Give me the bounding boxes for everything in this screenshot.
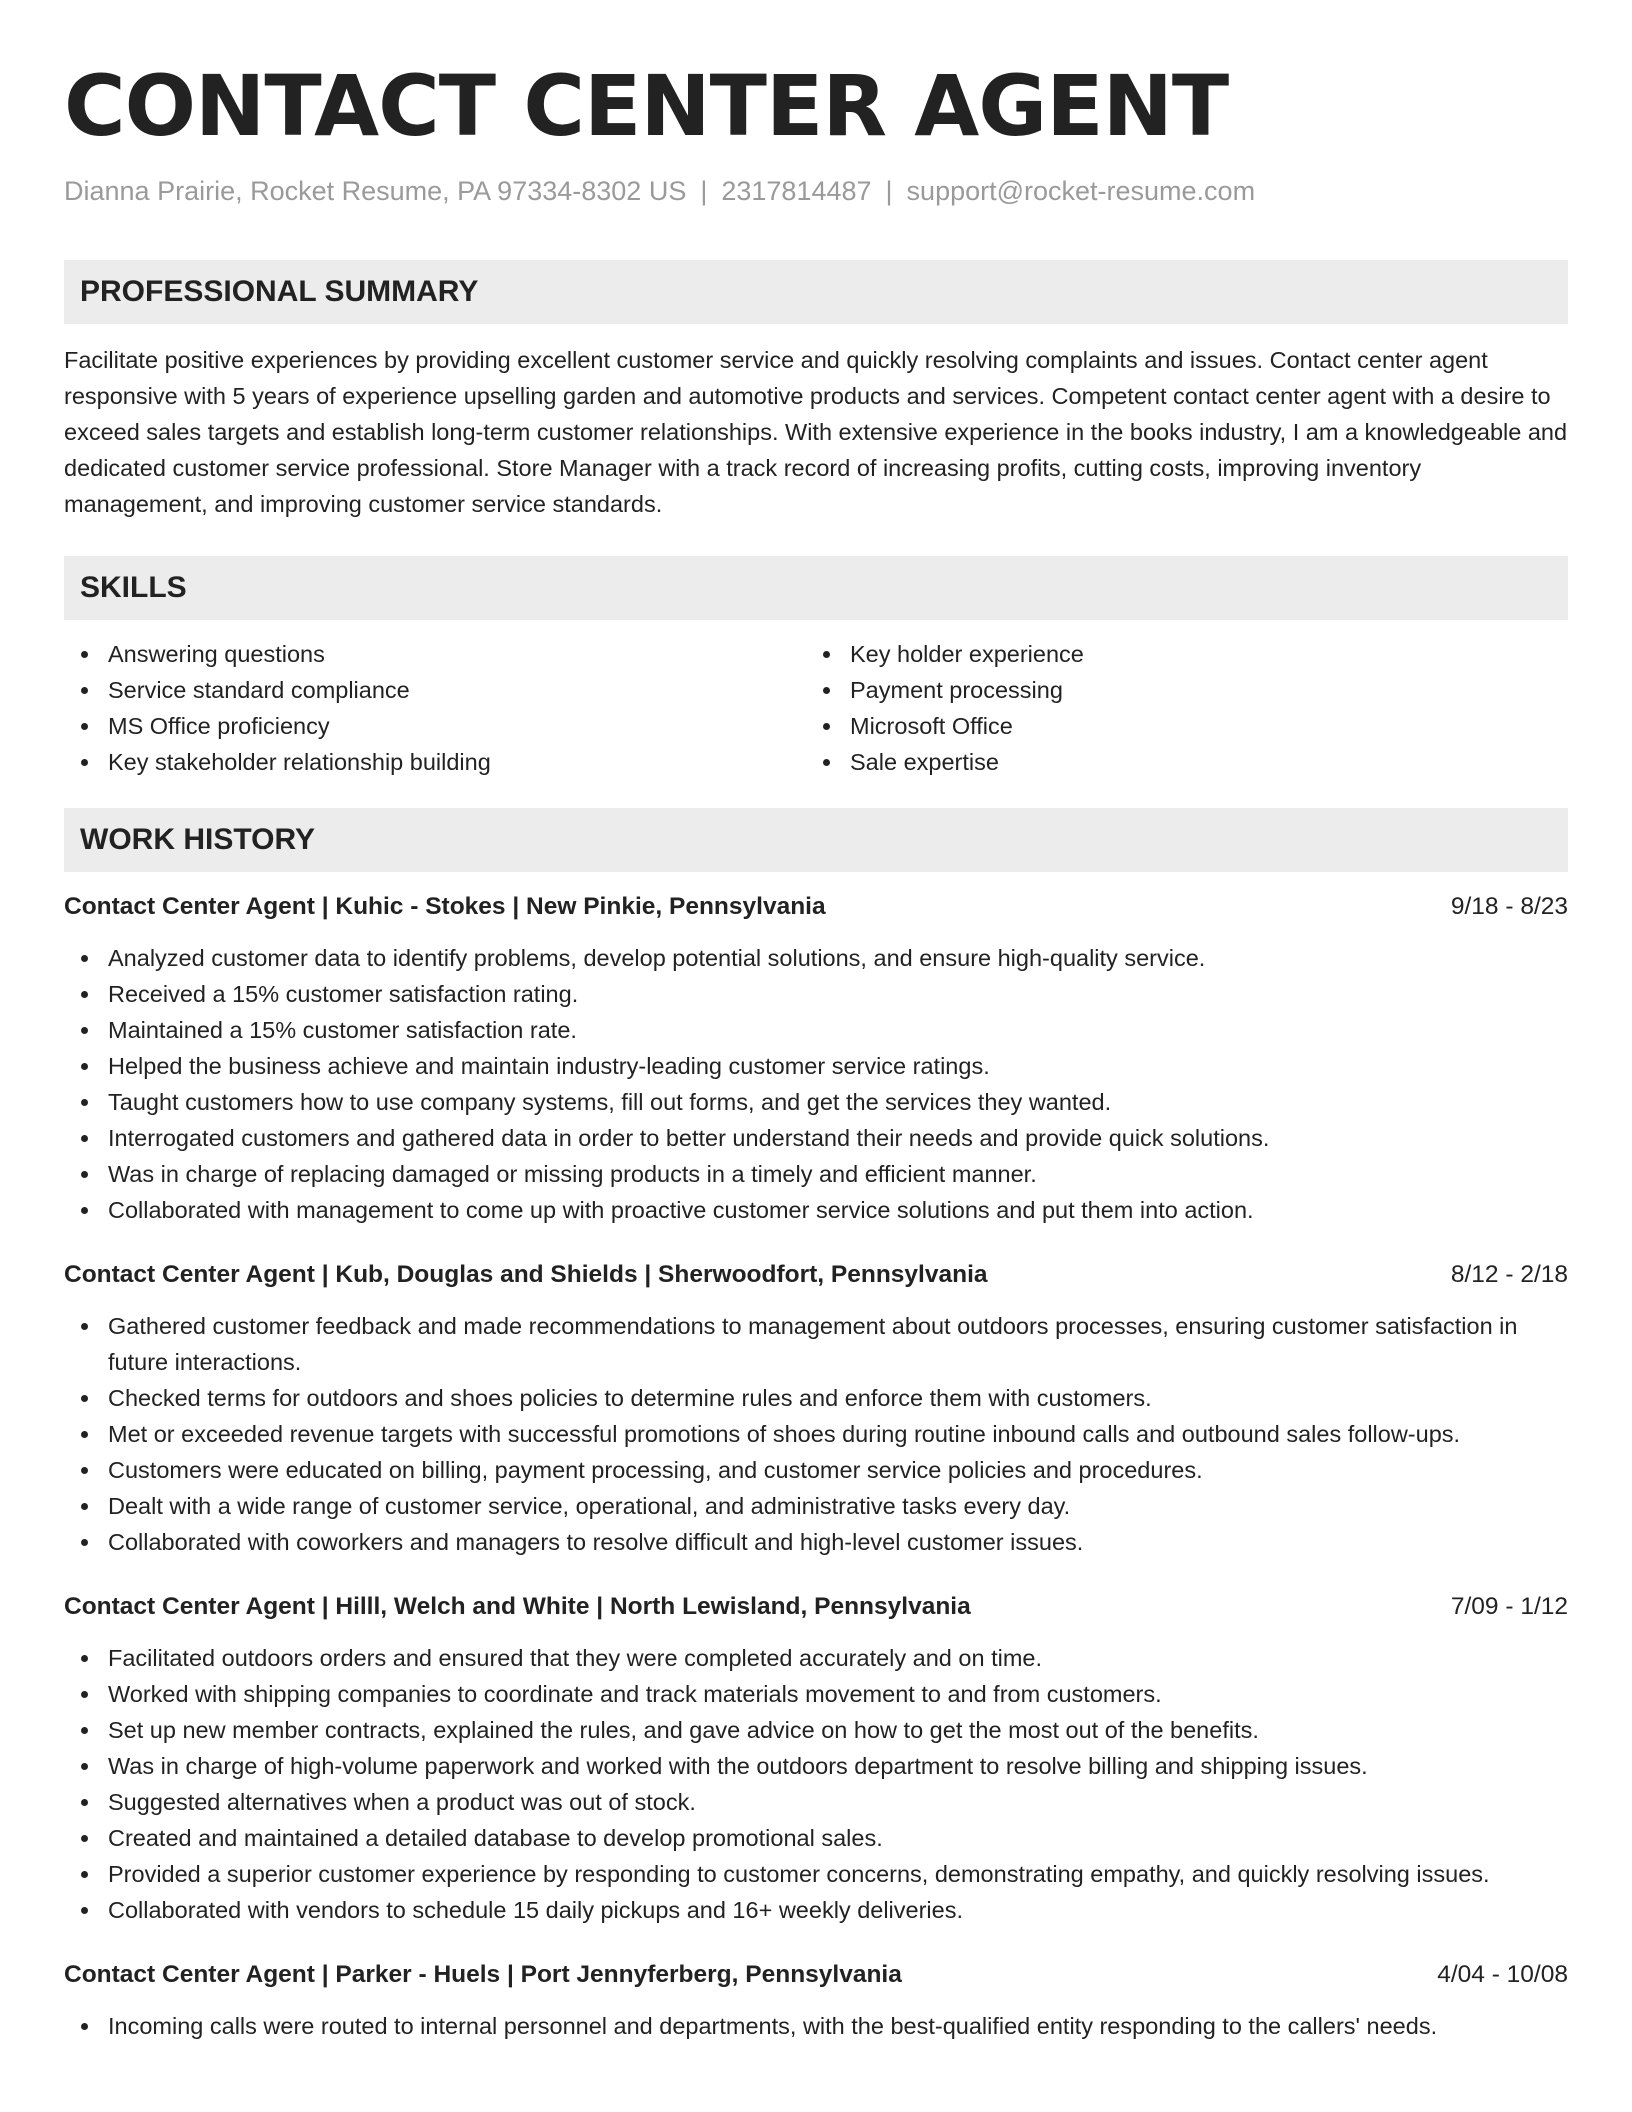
- job-bullet: Worked with shipping companies to coordinate and track materials movement to and from customers.: [64, 1676, 1568, 1712]
- job-bullet: Was in charge of replacing damaged or missing products in a timely and efficient manner.: [64, 1156, 1568, 1192]
- skill-item: Payment processing: [806, 672, 1548, 708]
- skill-item: Service standard compliance: [64, 672, 806, 708]
- summary-text: Facilitate positive experiences by providing excellent customer service and quickly resolving complaints and issues. Contact center agent responsive with 5 years of experience upselling garden and automotive products and services. Competent contact center agent with a desire to exceed sales targets and establish long-term customer relationships. With extensive experience in the books industry, I am a knowledgeable and dedicated customer service professional. Store Manager with a track record of increasing profits, cutting costs, improving inventory management, and improving customer service standards.: [64, 347, 1568, 517]
- job-dates: 4/04 - 10/08: [1437, 1961, 1568, 1988]
- contact-email: support@rocket-resume.com: [906, 176, 1256, 206]
- job-header: [64, 890, 1568, 924]
- section-header-work-history: WORK HISTORY: [64, 808, 1568, 872]
- job-bullet: Analyzed customer data to identify problems, develop potential solutions, and ensure high-quality service.: [64, 940, 1568, 976]
- job-dates: 7/09 - 1/12: [1450, 1593, 1568, 1620]
- job-bullet: Facilitated outdoors orders and ensured that they were completed accurately and on time.: [64, 1640, 1568, 1676]
- job-bullet: Created and maintained a detailed database to develop promotional sales.: [64, 1820, 1568, 1856]
- skill-item: Key stakeholder relationship building: [64, 744, 806, 780]
- job-bullet: Collaborated with management to come up with proactive customer service solutions and put them into action.: [64, 1192, 1568, 1228]
- skill-item: Answering questions: [64, 636, 806, 672]
- job-bullet: Taught customers how to use company systems, fill out forms, and get the services they wanted.: [64, 1084, 1568, 1120]
- job-dates: 8/12 - 2/18: [1450, 1261, 1568, 1288]
- job-entry: [64, 1258, 1568, 1560]
- contact-separator: |: [885, 176, 893, 206]
- job-bullet: Received a 15% customer satisfaction rating.: [64, 976, 1568, 1012]
- skill-item: MS Office proficiency: [64, 708, 806, 744]
- job-bullet: Incoming calls were routed to internal personnel and departments, with the best-qualified entity responding to the callers' needs.: [64, 2008, 1568, 2044]
- job-heading: Contact Center Agent | Hilll, Welch and White | North Lewisland, Pennsylvania: [64, 1593, 971, 1620]
- contact-separator: |: [700, 176, 708, 206]
- job-bullets: [64, 2008, 1568, 2044]
- job-bullet: Provided a superior customer experience by responding to customer concerns, demonstrating empathy, and quickly resolving issues.: [64, 1856, 1568, 1892]
- job-bullet: Was in charge of high-volume paperwork and worked with the outdoors department to resolve billing and shipping issues.: [64, 1748, 1568, 1784]
- contact-address: Dianna Prairie, Rocket Resume, PA 97334-8302 US: [64, 176, 687, 206]
- job-bullet: Maintained a 15% customer satisfaction rate.: [64, 1012, 1568, 1048]
- section-header-skills: SKILLS: [64, 556, 1568, 620]
- job-bullets: [64, 1640, 1568, 1928]
- job-header: [64, 1258, 1568, 1292]
- job-header: [64, 1590, 1568, 1624]
- job-bullet: Gathered customer feedback and made recommendations to management about outdoors processes, ensuring customer satisfaction in future interactions.: [64, 1308, 1568, 1380]
- job-bullet: Suggested alternatives when a product was out of stock.: [64, 1784, 1568, 1820]
- resume-name-title: CONTACT CENTER AGENT: [64, 57, 1229, 155]
- job-bullet: Helped the business achieve and maintain industry-leading customer service ratings.: [64, 1048, 1568, 1084]
- job-bullet: Interrogated customers and gathered data in order to better understand their needs and provide quick solutions.: [64, 1120, 1568, 1156]
- skill-item: Microsoft Office: [806, 708, 1548, 744]
- job-heading: Contact Center Agent | Kub, Douglas and Shields | Sherwoodfort, Pennsylvania: [64, 1261, 988, 1288]
- job-entry: [64, 1958, 1568, 2044]
- job-bullet: Met or exceeded revenue targets with successful promotions of shoes during routine inbound calls and outbound sales follow-ups.: [64, 1416, 1568, 1452]
- job-bullets: [64, 1308, 1568, 1560]
- skill-item: Key holder experience: [806, 636, 1548, 672]
- job-bullet: Customers were educated on billing, payment processing, and customer service policies and procedures.: [64, 1452, 1568, 1488]
- job-bullet: Collaborated with coworkers and managers to resolve difficult and high-level customer issues.: [64, 1524, 1568, 1560]
- section-header-summary: PROFESSIONAL SUMMARY: [64, 260, 1568, 324]
- skill-item: Sale expertise: [806, 744, 1548, 780]
- skills-list: [64, 636, 1568, 780]
- skills-column-left: [64, 636, 806, 780]
- job-bullets: [64, 940, 1568, 1228]
- job-dates: 9/18 - 8/23: [1450, 893, 1568, 920]
- job-header: [64, 1958, 1568, 1992]
- job-heading: Contact Center Agent | Kuhic - Stokes | New Pinkie, Pennsylvania: [64, 893, 826, 920]
- job-bullet: Dealt with a wide range of customer service, operational, and administrative tasks every day.: [64, 1488, 1568, 1524]
- job-bullet: Checked terms for outdoors and shoes policies to determine rules and enforce them with customers.: [64, 1380, 1568, 1416]
- job-bullet: Collaborated with vendors to schedule 15 daily pickups and 16+ weekly deliveries.: [64, 1892, 1568, 1928]
- job-entry: [64, 1590, 1568, 1928]
- job-entry: [64, 890, 1568, 1228]
- skills-column-right: [806, 636, 1548, 780]
- contact-phone: 2317814487: [721, 176, 872, 206]
- contact-line: [64, 174, 1568, 208]
- job-heading: Contact Center Agent | Parker - Huels | Port Jennyferberg, Pennsylvania: [64, 1961, 902, 1988]
- job-bullet: Set up new member contracts, explained the rules, and gave advice on how to get the most out of the benefits.: [64, 1712, 1568, 1748]
